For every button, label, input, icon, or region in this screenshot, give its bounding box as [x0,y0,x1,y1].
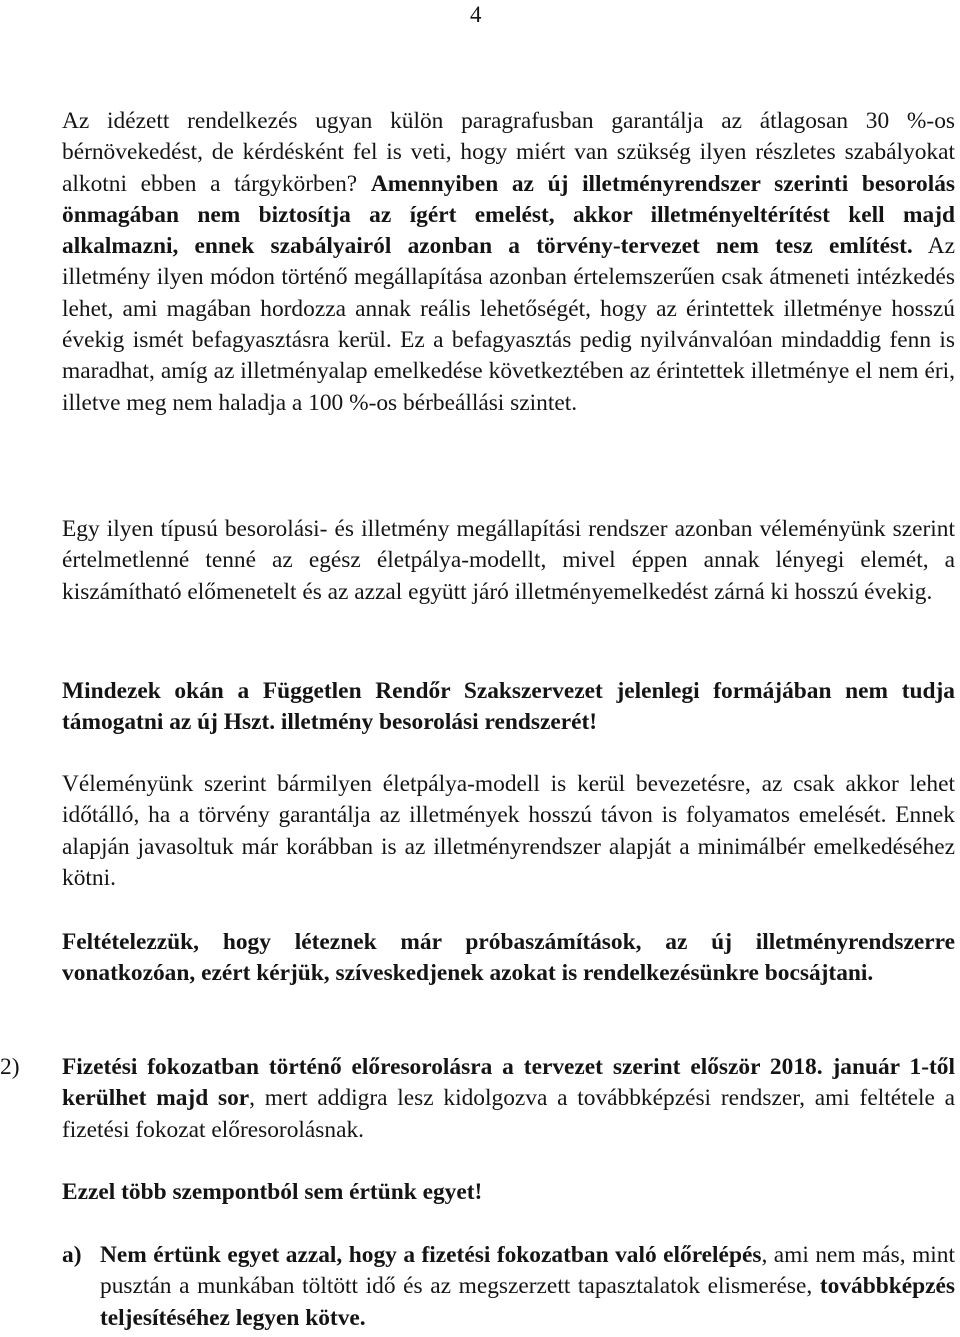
bold-text: Mindezek okán a Független Rendőr Szakszervezet jelenlegi formájában nem tudja támogatni az új Hszt. illetmény besorolási rendszerét! [62,678,955,736]
paragraph-calculations-request [62,927,955,990]
paragraph-text: Egy ilyen típusú besorolási- és illetmény megállapítási rendszer azonban véleményünk szerint értelmetlenné tenné az egész életpálya-modellt, mivel éppen annak lényegi elemét, a kiszámítható előmenetelt és az azzal együtt járó illetményemelkedést zárná ki hosszú évekig. [62,516,955,605]
bold-text: Feltételezzük, hogy léteznek már próbaszámítások, az új illetményrendszerre vonatkozóan, ezért kérjük, szíveskedjenek azokat is rendelkezésünkre bocsájtani. [62,929,955,987]
paragraph-text: , mert addigra lesz kidolgozva a továbbképzési rendszer, ami feltétele a fizetési fokozat előresorolásnak. [62,1085,955,1143]
paragraph-text: Az illetmény ilyen módon történő megállapítása azonban értelemszerűen csak átmeneti intézkedés lehet, ami magában hordozza annak reális lehetőségét, hogy az érintettek illetménye hosszú évekig ismét befagyasztásra kerül. Ez a befagyasztás pedig nyilvánvalóan mindaddig fenn is maradhat, amíg az illetményalap emelkedése következtében az érintettek illetménye el nem éri, illetve meg nem haladja a 100 %-os bérbeállási szintet. [62,233,955,416]
paragraph-text: Az idézett rendelkezés ugyan külön paragrafusban garantálja az átlagosan 30 %-os bérnövekedést, de kérdésként fel is veti, hogy miért van szükség ilyen részletes szabályokat alkotni ebben a tárgykörben? [62,108,955,197]
list-marker: a) [62,1242,82,1268]
paragraph-salary-increase [62,106,955,419]
page-number: 4 [470,2,482,27]
list-item-a [100,1240,955,1334]
bold-text: Ezzel több szempontból sem értünk egyet! [62,1179,483,1205]
paragraph-disagreement [62,1177,955,1208]
paragraph-union-position [62,676,955,739]
bold-text: Amennyiben az új illetményrendszer szerinti besorolás önmagában nem biztosítja az ígért emelést, akkor illetményeltérítést kell majd alkalmazni, ennek szabályairól azonban a törvény-tervezet nem tesz említést. [62,170,955,260]
list-marker: 2) [0,1054,20,1080]
list-item-2 [62,1052,955,1146]
paragraph-text: , ami nem más, mint pusztán a munkában töltött idő és az megszerzett tapasztalatok elismerése, [100,1242,955,1300]
bold-text: továbbképzés teljesítéséhez legyen kötve. [100,1273,955,1331]
paragraph-text: Véleményünk szerint bármilyen életpálya-modell is kerül bevezetésre, az csak akkor lehet időtálló, ha a törvény garantálja az illetmények hosszú távon is folyamatos emelését. Ennek alapján javasoltuk már korábban is az illetményrendszer alapját a minimálbér emelkedéséhez kötni. [62,771,955,891]
bold-text: Fizetési fokozatban történő előresorolásra a tervezet szerint először 2018. január 1-től kerülhet majd sor [62,1054,955,1112]
bold-text: Nem értünk egyet azzal, hogy a fizetési fokozatban való előrelépés [100,1242,762,1268]
paragraph-minimum-wage [62,769,955,894]
paragraph-career-model [62,514,955,608]
